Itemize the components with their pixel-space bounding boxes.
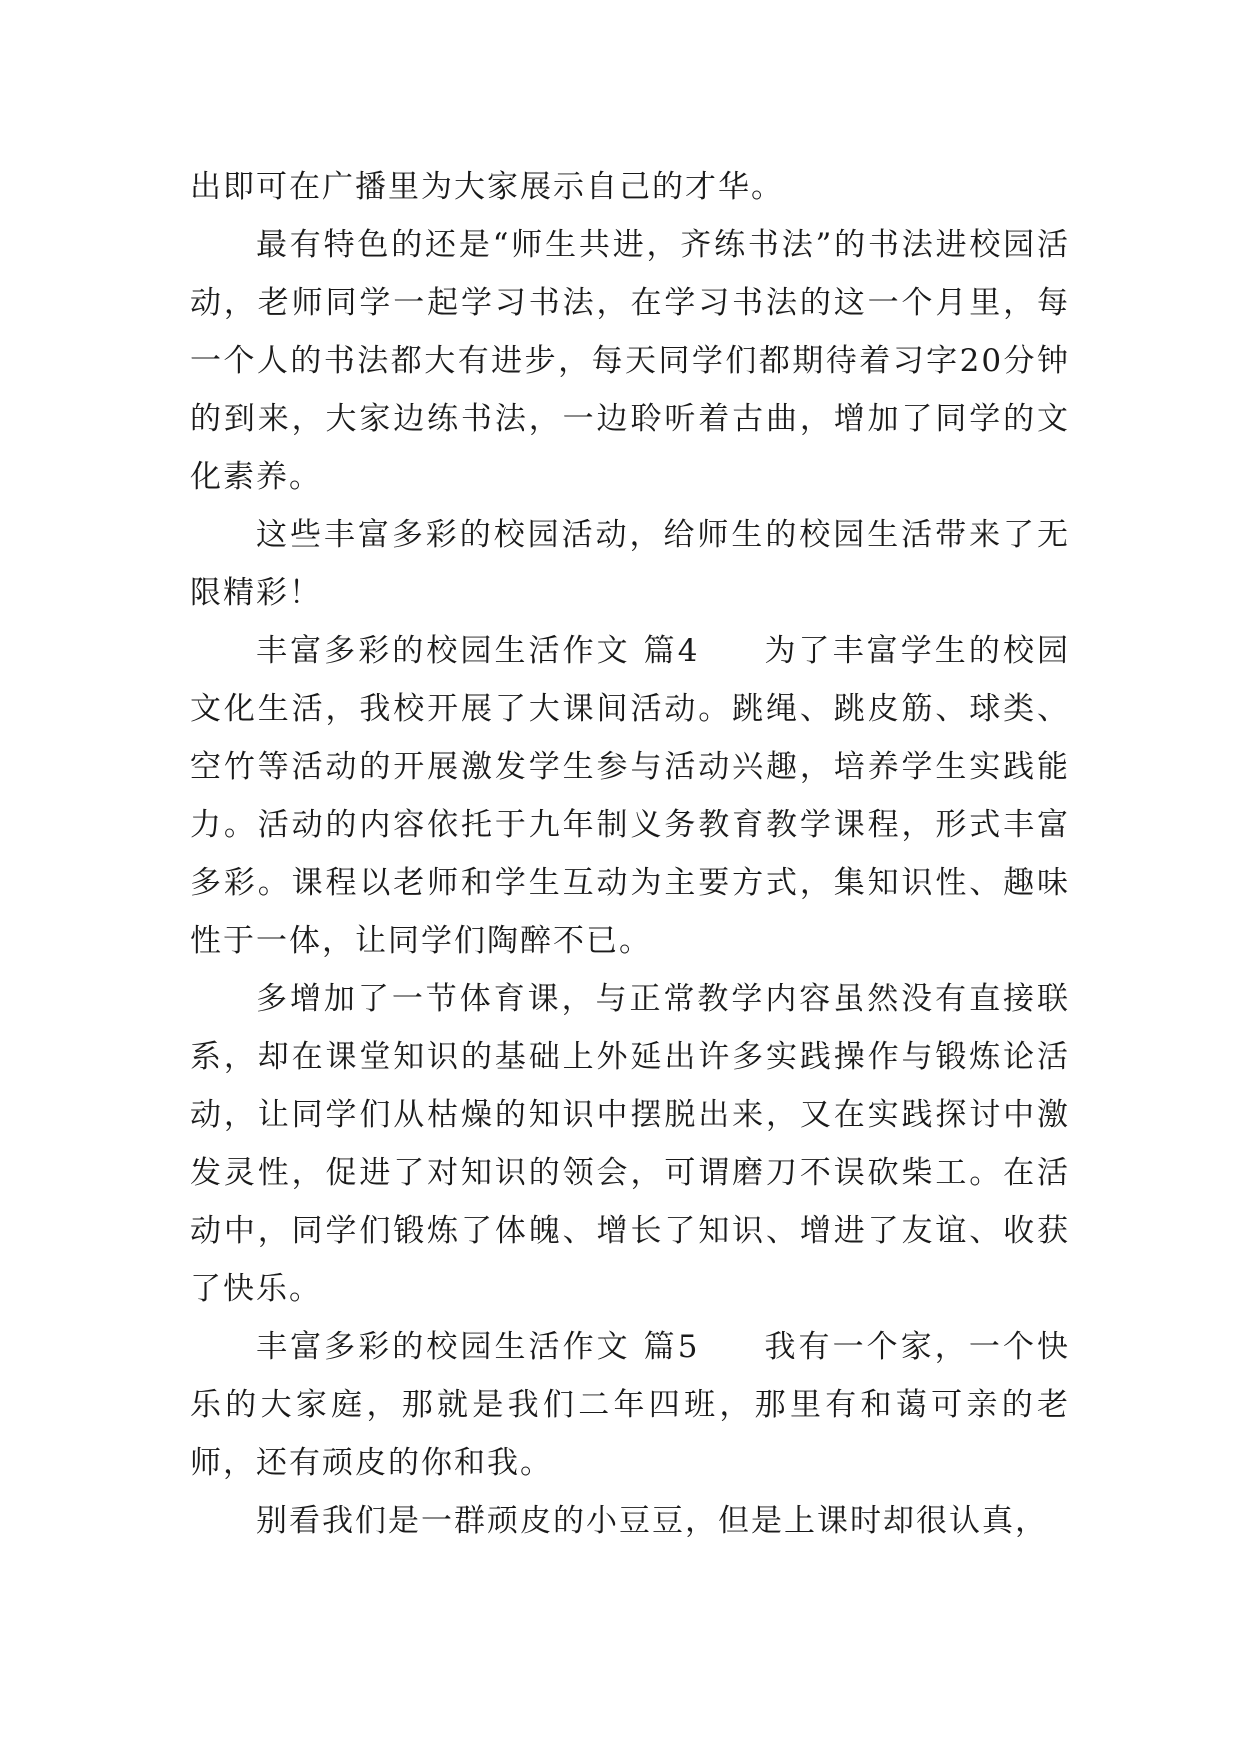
section-heading-4: 丰富多彩的校园生活作文 篇4 — [256, 633, 700, 669]
document-body — [190, 158, 1070, 1550]
paragraph-1: 出即可在广播里为大家展示自己的才华。 — [190, 169, 784, 205]
paragraph-5: 多增加了一节体育课，与正常教学内容虽然没有直接联系，却在课堂知识的基础上外延出许多实践操作与锻炼论活动，让同学们从枯燥的知识中摆脱出来，又在实践探讨中激发灵性，促进了对知识的领会，可谓磨刀不误砍柴工。在活动中，同学们锻炼了体魄、增长了知识、增进了友谊、收获了快乐。 — [190, 981, 1070, 1307]
paragraph-2: 最有特色的还是“师生共进，齐练书法”的书法进校园活动，老师同学一起学习书法，在学习书法的这一个月里，每一个人的书法都大有进步，每天同学们都期待着习字20分钟的到来，大家边练书法，一边聆听着古曲，增加了同学的文化素养。 — [190, 227, 1070, 495]
section-heading-5: 丰富多彩的校园生活作文 篇5 — [256, 1329, 700, 1365]
section-body-5: 我有一个家，一个快乐的大家庭，那就是我们二年四班，那里有和蔼可亲的老师，还有顽皮的你和我。 — [190, 1329, 1071, 1481]
paragraph-6 — [190, 1318, 1070, 1492]
section-body-4: 为了丰富学生的校园文化生活，我校开展了大课间活动。跳绳、跳皮筋、球类、空竹等活动的开展激发学生参与活动兴趣，培养学生实践能力。活动的内容依托于九年制义务教育教学课程，形式丰富多彩。课程以老师和学生互动为主要方式，集知识性、趣味性于一体，让同学们陶醉不已。 — [190, 633, 1071, 959]
paragraph-3: 这些丰富多彩的校园活动，给师生的校园生活带来了无限精彩！ — [190, 517, 1070, 611]
paragraph-4 — [190, 622, 1070, 970]
paragraph-7: 别看我们是一群顽皮的小豆豆，但是上课时却很认真， — [256, 1503, 1048, 1539]
